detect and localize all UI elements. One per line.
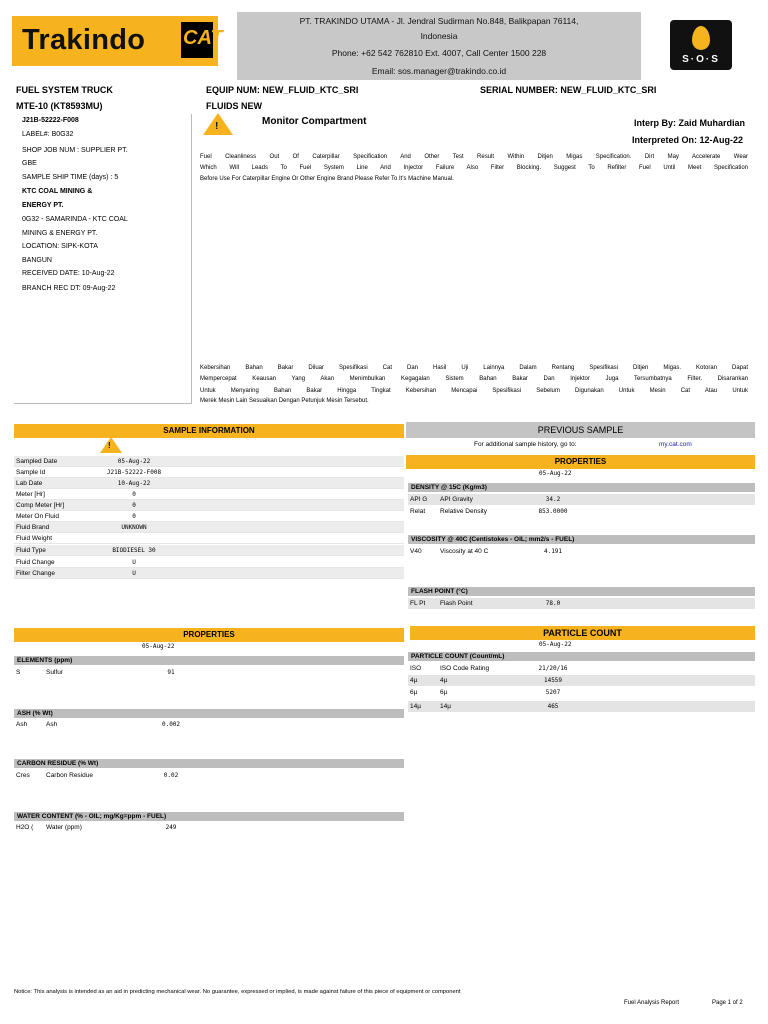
viscosity-header: VISCOSITY @ 40C (Centistokes - OIL; mm2/s - FUEL): [408, 535, 755, 544]
particle-count-header: PARTICLE COUNT: [410, 626, 755, 640]
density-row: Relat Relative Density 853.0000: [410, 508, 568, 515]
comment-indo-line-3: Untuk Menyaring Bahan Bakar Hingga Tingkat Kebersihan Mencapai Spesifikasi Sebelum Digunakan Untuk Mesin Cat Atau Untuk: [200, 388, 748, 394]
interpreted-on: Interpreted On: 12-Aug-22: [632, 135, 744, 145]
received-date: RECEIVED DATE: 10-Aug-22: [22, 270, 115, 277]
equip-num: EQUIP NUM: NEW_FLUID_KTC_SRI: [206, 85, 359, 95]
viscosity-row: V40 Viscosity at 40 C 4.191: [410, 548, 563, 555]
cat-text: CAT: [183, 27, 223, 49]
carbon-residue-row: Cres Carbon Residue 0.02: [16, 772, 179, 779]
trakindo-cat-logo: [12, 16, 223, 66]
particle-count-row: 14µ 14µ 465: [408, 701, 755, 712]
particle-count-subheader: PARTICLE COUNT (Count/mL): [408, 652, 755, 661]
sos-logo-text: S·O·S: [682, 54, 720, 65]
my-cat-link[interactable]: my.cat.com: [659, 441, 692, 448]
company-line-1: PT. TRAKINDO UTAMA - Jl. Jendral Sudirman No.848, Balikpapan 76114,: [299, 16, 579, 26]
particle-count-date: 05-Aug-22: [539, 641, 572, 648]
sample-ship-time: SAMPLE SHIP TIME (days) : 5: [22, 174, 119, 181]
company-line-2: Indonesia: [420, 31, 458, 41]
branch-rec-date: BRANCH REC DT: 09-Aug-22: [22, 285, 116, 292]
logo-text: Trakindo: [22, 24, 146, 56]
comment-indo-line-2: Mempercepat Keausan Yang Akan Menimbulkan Kegagalan Sistem Bahan Bakar Dan Injektor Juga Tersumbatnya Filter. Disarankan: [200, 376, 748, 382]
sample-info-row: Sample Id J21B-52222-F008: [14, 467, 404, 478]
comment-english-line-2: Which Will Leads To Fuel System Line And Injector Failure Also Filter Blocking. Suggest To Refilter Fuel Until Meet Specification: [200, 165, 748, 171]
properties-right-date: 05-Aug-22: [539, 470, 572, 477]
sample-info-row: Fluid Change U: [14, 557, 404, 568]
history-note: For additional sample history, go to:: [474, 441, 577, 448]
elements-row: S Sulfur 91: [16, 669, 175, 676]
footer-notice: Notice: This analysis is intended as an aid in predicting mechanical wear. No guarantee, expressed or implied, is made against failure of this piece of equipment or component: [14, 989, 461, 995]
sample-info-row: Comp Meter [Hr] 0: [14, 500, 404, 511]
elements-header: ELEMENTS (ppm): [14, 656, 404, 665]
sample-info-row: Meter [Hr] 0: [14, 489, 404, 500]
particle-count-row: ISO ISO Code Rating 21/20/16: [410, 665, 568, 672]
comment-indo-line-1: Kebersihan Bahan Bakar Diluar Spesifikasi Cat Dan Hasil Uji Lainnya Dalam Rentang Spesifikasi Ditjen Migas. Kotoran Dapat: [200, 365, 748, 371]
sample-info-row: Meter On Fluid 0: [14, 511, 404, 522]
customer-name-cont: ENERGY PT.: [22, 202, 64, 209]
label-number: LABEL#: B0G32: [22, 131, 74, 138]
sos-logo: [670, 20, 732, 70]
properties-left-header: PROPERTIES: [14, 628, 404, 642]
density-header: DENSITY @ 15C (Kg/m3): [408, 483, 755, 492]
properties-right-header: PROPERTIES: [406, 455, 755, 469]
water-content-header: WATER CONTENT (% - OIL; mg/Kg=ppm - FUEL): [14, 812, 404, 821]
sample-info-row: Filter Change U: [14, 568, 404, 579]
shop-job-num-cont: GBE: [22, 160, 37, 167]
branch-info: 0G32 - SAMARINDA - KTC COAL: [22, 216, 128, 223]
warning-icon-small: [100, 437, 122, 453]
sample-number: J21B-52222-F008: [22, 117, 79, 124]
unit-id: MTE-10 (KT8593MU): [16, 101, 103, 111]
water-content-row: H2O ( Water (ppm) 249: [16, 824, 177, 831]
fluids-label: FLUIDS NEW: [206, 101, 262, 111]
report-name: Fuel Analysis Report: [624, 1000, 680, 1006]
branch-info-cont: MINING & ENERGY PT.: [22, 230, 98, 237]
flash-point-row: FL Pt Flash Point 78.0: [408, 598, 755, 609]
company-phone: Phone: +62 542 762810 Ext. 4007, Call Center 1500 228: [331, 48, 547, 58]
carbon-residue-header: CARBON RESIDUE (% Wt): [14, 759, 404, 768]
sample-information-header: SAMPLE INFORMATION: [14, 424, 404, 438]
customer-name: KTC COAL MINING &: [22, 188, 93, 195]
shop-job-num: SHOP JOB NUM : SUPPLIER PT.: [22, 147, 128, 154]
page-number: Page 1 of 2: [712, 1000, 743, 1006]
comment-english-line-1: Fuel Cleanliness Out Of Caterpillar Specification And Other Test Result Within Ditjen Migas Specification. Dirt May Accelerate Wear: [200, 154, 748, 160]
sample-info-row: Fluid Brand UNKNOWN: [14, 522, 404, 533]
sample-info-row: Lab Date 10-Aug-22: [14, 478, 404, 489]
sample-info-row: Fluid Type BIODIESEL 30: [14, 545, 404, 556]
company-address-box: [237, 12, 641, 80]
ash-header: ASH (% Wt): [14, 709, 404, 718]
comment-indo-line-4: Merek Mesin Lain Sesuaikan Dengan Petunjuk Mesin Tersebut.: [200, 398, 369, 404]
properties-left-date: 05-Aug-22: [142, 643, 175, 650]
interp-by: Interp By: Zaid Muhardian: [634, 118, 746, 128]
flash-point-header: FLASH POINT (°C): [408, 587, 755, 596]
company-email: Email: sos.manager@trakindo.co.id: [371, 66, 507, 76]
location: LOCATION: SIPK-KOTA: [22, 243, 98, 250]
equipment-type: FUEL SYSTEM TRUCK: [16, 85, 113, 95]
serial-number: SERIAL NUMBER: NEW_FLUID_KTC_SRI: [480, 85, 657, 95]
comment-english-line-3: Before Use For Caterpillar Engine Or Other Engine Brand Please Refer To It's Machine Manual.: [200, 176, 454, 182]
sample-info-row: Sampled Date 05-Aug-22: [14, 456, 404, 467]
previous-sample-header: PREVIOUS SAMPLE: [406, 422, 755, 438]
density-row: API G API Gravity 34.2: [408, 494, 755, 505]
oil-drop-icon: [692, 26, 710, 50]
sample-info-row: Fluid Weight: [14, 533, 404, 544]
location-cont: BANGUN: [22, 257, 52, 264]
particle-count-row: 6µ 6µ 5207: [410, 689, 561, 696]
particle-count-row: 4µ 4µ 14559: [408, 675, 755, 686]
ash-row: Ash Ash 0.002: [16, 721, 181, 728]
status-title: Monitor Compartment: [262, 116, 367, 127]
